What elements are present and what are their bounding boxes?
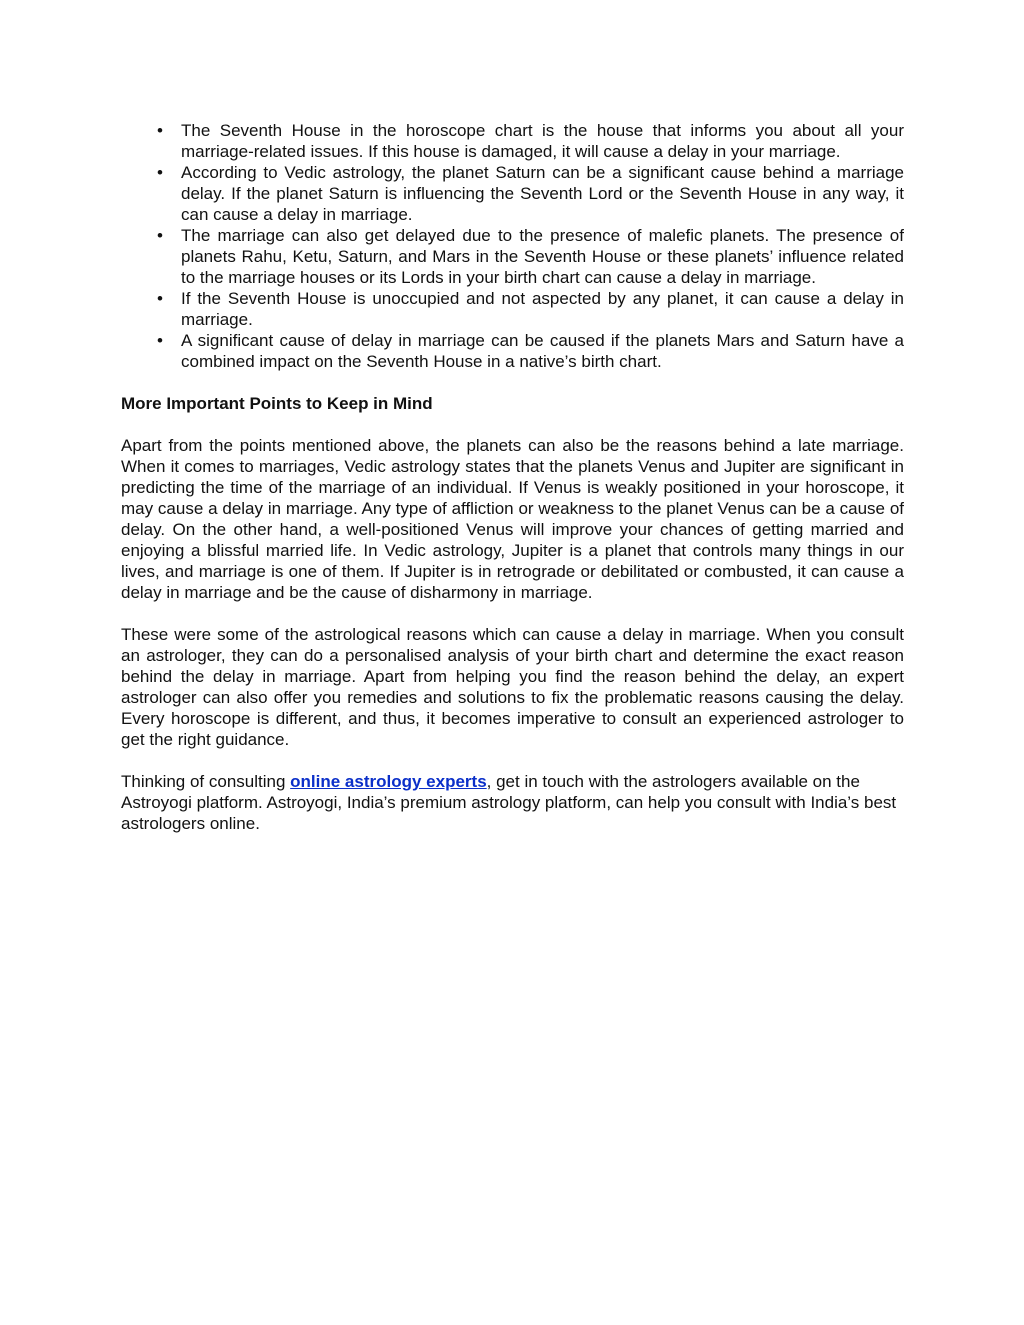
paragraph-consult: These were some of the astrological reasons which can cause a delay in marriage. When you consult an astrologer, they can do a personalised analysis of your birth chart and determine the exact reason behind the delay in marriage. Apart from helping you find the reason behind the delay, an expert astrologer can also offer you remedies and solutions to fix the problematic reasons causing the delay. Every horoscope is different, and thus, it becomes imperative to consult an experienced astrologer to get the right guidance. bbox=[121, 625, 904, 749]
list-item-text: If the Seventh House is unoccupied and not aspected by any planet, it can cause a delay in marriage. bbox=[181, 289, 904, 329]
list-item bbox=[121, 330, 904, 372]
list-item bbox=[121, 288, 904, 330]
list-item-text: The marriage can also get delayed due to the presence of malefic planets. The presence of planets Rahu, Ketu, Saturn, and Mars in the Seventh House or these planets’ influence related to the marriage houses or its Lords in your birth chart can cause a delay in marriage. bbox=[181, 226, 904, 287]
list-item-text: According to Vedic astrology, the planet Saturn can be a significant cause behind a marriage delay. If the planet Saturn is influencing the Seventh Lord or the Seventh House in any way, it can cause a delay in marriage. bbox=[181, 163, 904, 224]
bullet-icon: • bbox=[157, 163, 163, 182]
cta-text-after-link: , get in touch with the astrologers available on the Astroyogi platform. Astroyogi, India’s premium astrology platform, can help you consult with India’s best astrologers online. bbox=[121, 772, 897, 833]
list-item-text: A significant cause of delay in marriage can be caused if the planets Mars and Saturn have a combined impact on the Seventh House in a native’s birth chart. bbox=[181, 331, 904, 371]
bullet-icon: • bbox=[157, 289, 163, 308]
cta-text-before-link: Thinking of consulting bbox=[121, 772, 291, 791]
paragraph-planets: Apart from the points mentioned above, the planets can also be the reasons behind a late marriage. When it comes to marriages, Vedic astrology states that the planets Venus and Jupiter are significant in predicting the time of the marriage of an individual. If Venus is weakly positioned in your horoscope, it may cause a delay in marriage. Any type of affliction or weakness to the planet Venus can be a cause of delay. On the other hand, a well-positioned Venus will improve your chances of getting married and enjoying a blissful married life. In Vedic astrology, Jupiter is a planet that controls many things in our lives, and marriage is one of them. If Jupiter is in retrograde or debilitated or combusted, it can cause a delay in marriage and be the cause of disharmony in marriage. bbox=[121, 436, 904, 602]
list-item bbox=[121, 162, 904, 225]
bullet-icon: • bbox=[157, 226, 163, 245]
online-astrology-experts-link[interactable]: online astrology experts bbox=[290, 772, 487, 791]
reasons-bullet-list bbox=[121, 120, 904, 372]
document-page bbox=[121, 120, 904, 834]
list-item bbox=[121, 225, 904, 288]
bullet-icon: • bbox=[157, 331, 163, 350]
list-item bbox=[121, 120, 904, 162]
bullet-icon: • bbox=[157, 121, 163, 140]
section-heading: More Important Points to Keep in Mind bbox=[121, 394, 433, 413]
paragraph-cta bbox=[121, 771, 904, 834]
list-item-text: The Seventh House in the horoscope chart is the house that informs you about all your marriage-related issues. If this house is damaged, it will cause a delay in your marriage. bbox=[181, 121, 904, 161]
